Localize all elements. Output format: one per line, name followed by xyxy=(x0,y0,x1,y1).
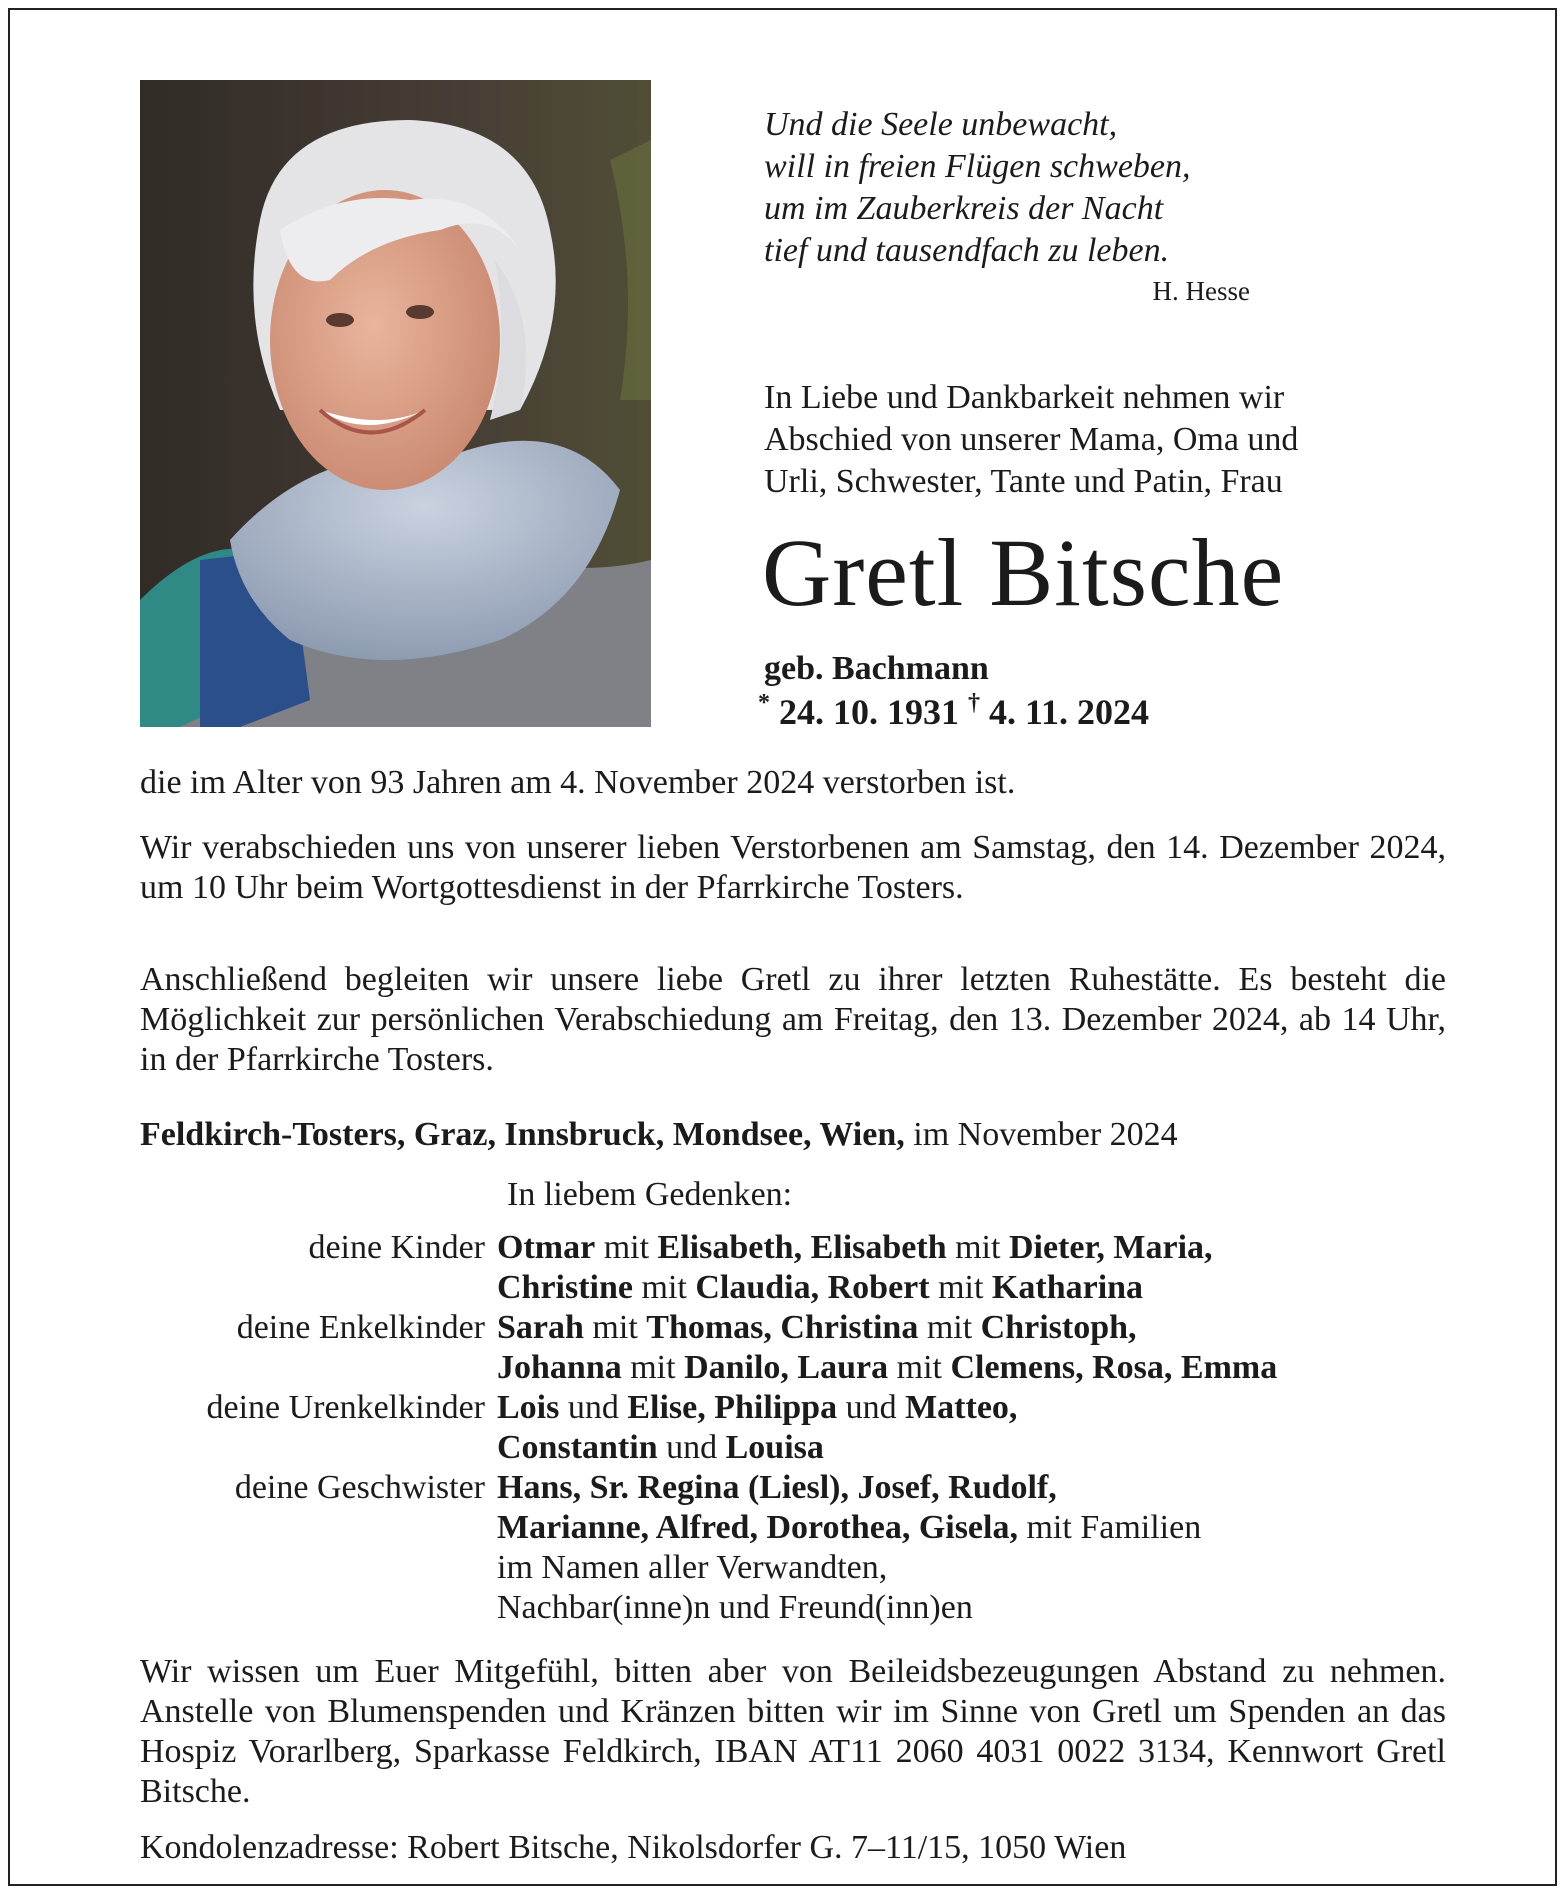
family-name: Katharina xyxy=(991,1269,1144,1306)
family-label-geschwister: deine Geschwister xyxy=(234,1469,485,1506)
family-neighbors: Nachbar(inne)n und Freund(inn)en xyxy=(497,1589,973,1626)
family-name: Clemens, Rosa, Emma xyxy=(950,1349,1278,1386)
service-paragraph: Wir verabschieden uns von unserer lieben Verstorbenen am Samstag, den 14. Dezember 2024, um 10 Uhr beim Wortgottesdienst in der Pfarrkirche Tosters. xyxy=(140,829,1446,906)
family-names-kinder xyxy=(497,1228,1213,1268)
family-row xyxy=(110,1548,1510,1588)
family-name: Louisa xyxy=(725,1429,824,1466)
intro-line: Abschied von unserer Mama, Oma und xyxy=(764,421,1299,458)
family-name: Claudia, Robert xyxy=(695,1269,930,1306)
family-conj: mit xyxy=(888,1349,951,1386)
birth-date: 24. 10. 1931 xyxy=(779,692,959,732)
family-names-urenkel-cont xyxy=(497,1428,824,1468)
places-line xyxy=(140,1116,1446,1154)
condolence-address: Kondolenzadresse: Robert Bitsche, Nikolsdorfer G. 7–11/15, 1050 Wien xyxy=(140,1829,1127,1866)
family-relatives: im Namen aller Verwandten, xyxy=(497,1549,888,1586)
poem-line: um im Zauberkreis der Nacht xyxy=(764,190,1164,227)
family-name: Elise, Philippa xyxy=(627,1389,838,1426)
poem-line: tief und tausendfach zu leben. xyxy=(764,232,1170,269)
family-row xyxy=(110,1268,1510,1308)
deceased-name: Gretl Bitsche xyxy=(762,519,1285,626)
life-dates xyxy=(758,690,1149,733)
family-conj: mit xyxy=(633,1269,696,1306)
family-conj: und xyxy=(837,1389,906,1426)
family-list xyxy=(110,1228,1510,1628)
family-conj: mit xyxy=(621,1349,685,1386)
family-row xyxy=(110,1508,1510,1548)
age-paragraph: die im Alter von 93 Jahren am 4. November 2024 verstorben ist. xyxy=(140,764,1016,801)
obituary-page xyxy=(8,8,1557,1886)
death-symbol: † xyxy=(968,690,980,716)
family-name: Dieter, Maria, xyxy=(1008,1229,1213,1266)
family-conj: und xyxy=(559,1389,628,1426)
family-name: Lois xyxy=(497,1389,560,1426)
family-names-enkel-cont xyxy=(497,1348,1277,1388)
death-date: 4. 11. 2024 xyxy=(989,692,1150,732)
family-row xyxy=(110,1308,1510,1348)
donations-paragraph: Wir wissen um Euer Mitgefühl, bitten aber von Beileidsbezeugungen Abstand zu nehmen. Anstelle von Blumenspenden und Kränzen bitten wir im Sinne von Gretl um Spenden an das Hospiz Vorarlberg, Sparkasse Feldkirch, IBAN AT11 2060 4031 0022 3134, Kennwort Gretl Bitsche. xyxy=(140,1653,1446,1810)
family-names-geschwister xyxy=(497,1468,1057,1508)
intro-line: In Liebe und Dankbarkeit nehmen wir xyxy=(764,379,1285,416)
places-cities: Feldkirch-Tosters, Graz, Innsbruck, Mondsee, Wien, xyxy=(140,1116,905,1153)
family-conj: mit xyxy=(929,1269,992,1306)
family-name: Christine xyxy=(497,1269,633,1306)
burial-paragraph: Anschließend begleiten wir unsere liebe Gretl zu ihrer letzten Ruhestätte. Es besteht die Möglichkeit zur persönlichen Verabschiedung am Freitag, den 13. Dezember 2024, ab 14 Uhr, in der Pfarrkirche Tosters. xyxy=(140,961,1446,1078)
poem xyxy=(764,104,1284,272)
family-row xyxy=(110,1348,1510,1388)
family-name: Elisabeth, Elisabeth xyxy=(657,1229,947,1266)
family-conj: und xyxy=(657,1429,726,1466)
family-label-enkel: deine Enkelkinder xyxy=(236,1309,485,1346)
family-conj: mit xyxy=(946,1229,1009,1266)
family-name: Marianne, Alfred, Dorothea, Gisela, xyxy=(497,1509,1018,1546)
portrait-illustration xyxy=(140,80,651,727)
family-names-enkel xyxy=(497,1308,1137,1348)
family-names-kinder-cont xyxy=(497,1268,1143,1308)
birth-name: geb. Bachmann xyxy=(764,650,989,687)
poem-line: Und die Seele unbewacht, xyxy=(764,106,1118,143)
poem-author: H. Hesse xyxy=(1152,276,1250,306)
family-names-urenkel xyxy=(497,1388,1017,1428)
family-label-urenkel: deine Urenkelkinder xyxy=(206,1389,485,1426)
family-name: Sarah xyxy=(497,1309,584,1346)
family-conj: mit Familien xyxy=(1017,1509,1202,1546)
intro-line: Urli, Schwester, Tante und Patin, Frau xyxy=(764,463,1283,500)
intro-text xyxy=(764,377,1464,503)
family-name: Danilo, Laura xyxy=(684,1349,889,1386)
family-name: Johanna xyxy=(497,1349,622,1386)
family-name: Matteo, xyxy=(905,1389,1018,1426)
family-name: Hans, Sr. Regina (Liesl), Josef, Rudolf, xyxy=(497,1469,1057,1506)
in-memory-heading: In liebem Gedenken: xyxy=(507,1176,793,1213)
poem-line: will in freien Flügen schweben, xyxy=(764,148,1191,185)
family-name: Thomas, Christina xyxy=(646,1309,919,1346)
family-conj: mit xyxy=(918,1309,981,1346)
portrait-photo xyxy=(140,80,651,727)
family-name: Otmar xyxy=(497,1229,596,1266)
family-row xyxy=(110,1428,1510,1468)
birth-symbol: * xyxy=(758,690,770,716)
family-row xyxy=(110,1388,1510,1428)
places-date: im November 2024 xyxy=(913,1116,1178,1153)
family-name: Constantin xyxy=(497,1429,658,1466)
family-label-kinder: deine Kinder xyxy=(308,1229,485,1266)
family-row xyxy=(110,1468,1510,1508)
family-name: Christoph, xyxy=(980,1309,1137,1346)
family-names-geschwister-cont xyxy=(497,1508,1201,1548)
family-row xyxy=(110,1228,1510,1268)
family-conj: mit xyxy=(595,1229,658,1266)
family-conj: mit xyxy=(583,1309,647,1346)
family-row xyxy=(110,1588,1510,1628)
